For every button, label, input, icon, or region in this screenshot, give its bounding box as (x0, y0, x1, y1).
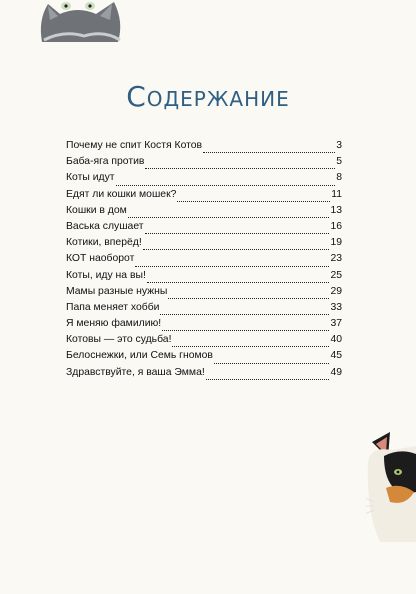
toc-entry (66, 237, 342, 253)
toc-entry (66, 189, 342, 205)
toc-page: 33 (330, 301, 342, 313)
page-title: Содержание (126, 80, 290, 113)
gray-cat-illustration (34, 0, 124, 42)
toc-title: Здравствуйте, я ваша Эмма! (66, 366, 205, 378)
toc-title: Васька слушает (66, 220, 144, 232)
calico-cat-illustration (366, 432, 416, 542)
dot-leader (147, 282, 330, 283)
toc-page: 45 (330, 350, 342, 362)
toc-title: Папа меняет хобби (66, 301, 160, 313)
dot-leader (145, 233, 330, 234)
toc-entry (66, 156, 342, 172)
table-of-contents (66, 140, 342, 383)
toc-entry (66, 334, 342, 350)
toc-page: 49 (330, 366, 342, 378)
toc-entry (66, 318, 342, 334)
toc-page: 37 (330, 318, 342, 330)
dot-leader (116, 185, 336, 186)
toc-title: Коты, иду на вы! (66, 269, 146, 281)
toc-page: 40 (330, 334, 342, 346)
toc-page: 29 (330, 285, 342, 297)
toc-title: Почему не спит Костя Котов (66, 140, 203, 151)
toc-title: Коты идут (66, 172, 115, 184)
toc-title: Кошки в дом (66, 204, 127, 216)
toc-page: 16 (330, 220, 342, 232)
toc-title: Котовы — это судьба! (66, 334, 172, 346)
toc-page: 8 (336, 172, 342, 184)
toc-page: 5 (336, 156, 342, 168)
dot-leader (206, 379, 330, 380)
dot-leader (145, 168, 335, 169)
toc-entry (66, 172, 342, 188)
dot-leader (128, 217, 330, 218)
toc-page: 13 (330, 204, 342, 216)
toc-entry (66, 253, 342, 269)
toc-entry (66, 302, 342, 318)
toc-title: Белоснежки, или Семь гномов (66, 350, 213, 362)
toc-entry (66, 350, 342, 366)
dot-leader (135, 266, 329, 267)
toc-entry (66, 221, 342, 237)
dot-leader (162, 330, 329, 331)
dot-leader (172, 346, 329, 347)
toc-entry (66, 286, 342, 302)
dot-leader (177, 201, 330, 202)
toc-page: 19 (330, 237, 342, 249)
toc-entry (66, 140, 342, 156)
toc-title: Баба-яга против (66, 156, 145, 168)
toc-page: 23 (330, 253, 342, 265)
dot-leader (214, 363, 330, 364)
toc-entry (66, 270, 342, 286)
dot-leader (160, 314, 329, 315)
toc-entry (66, 205, 342, 221)
toc-title: Я меняю фамилию! (66, 318, 162, 330)
toc-title: Едят ли кошки мошек? (66, 188, 177, 200)
toc-title: Мамы разные нужны (66, 285, 168, 297)
toc-page: 11 (331, 188, 342, 200)
toc-title: КОТ наоборот (66, 253, 135, 265)
toc-page: 25 (330, 269, 342, 281)
toc-page: 3 (336, 140, 342, 151)
dot-leader (168, 298, 329, 299)
dot-leader (143, 249, 330, 250)
toc-title: Котики, вперёд! (66, 237, 142, 249)
dot-leader (203, 152, 335, 153)
toc-entry (66, 367, 342, 383)
